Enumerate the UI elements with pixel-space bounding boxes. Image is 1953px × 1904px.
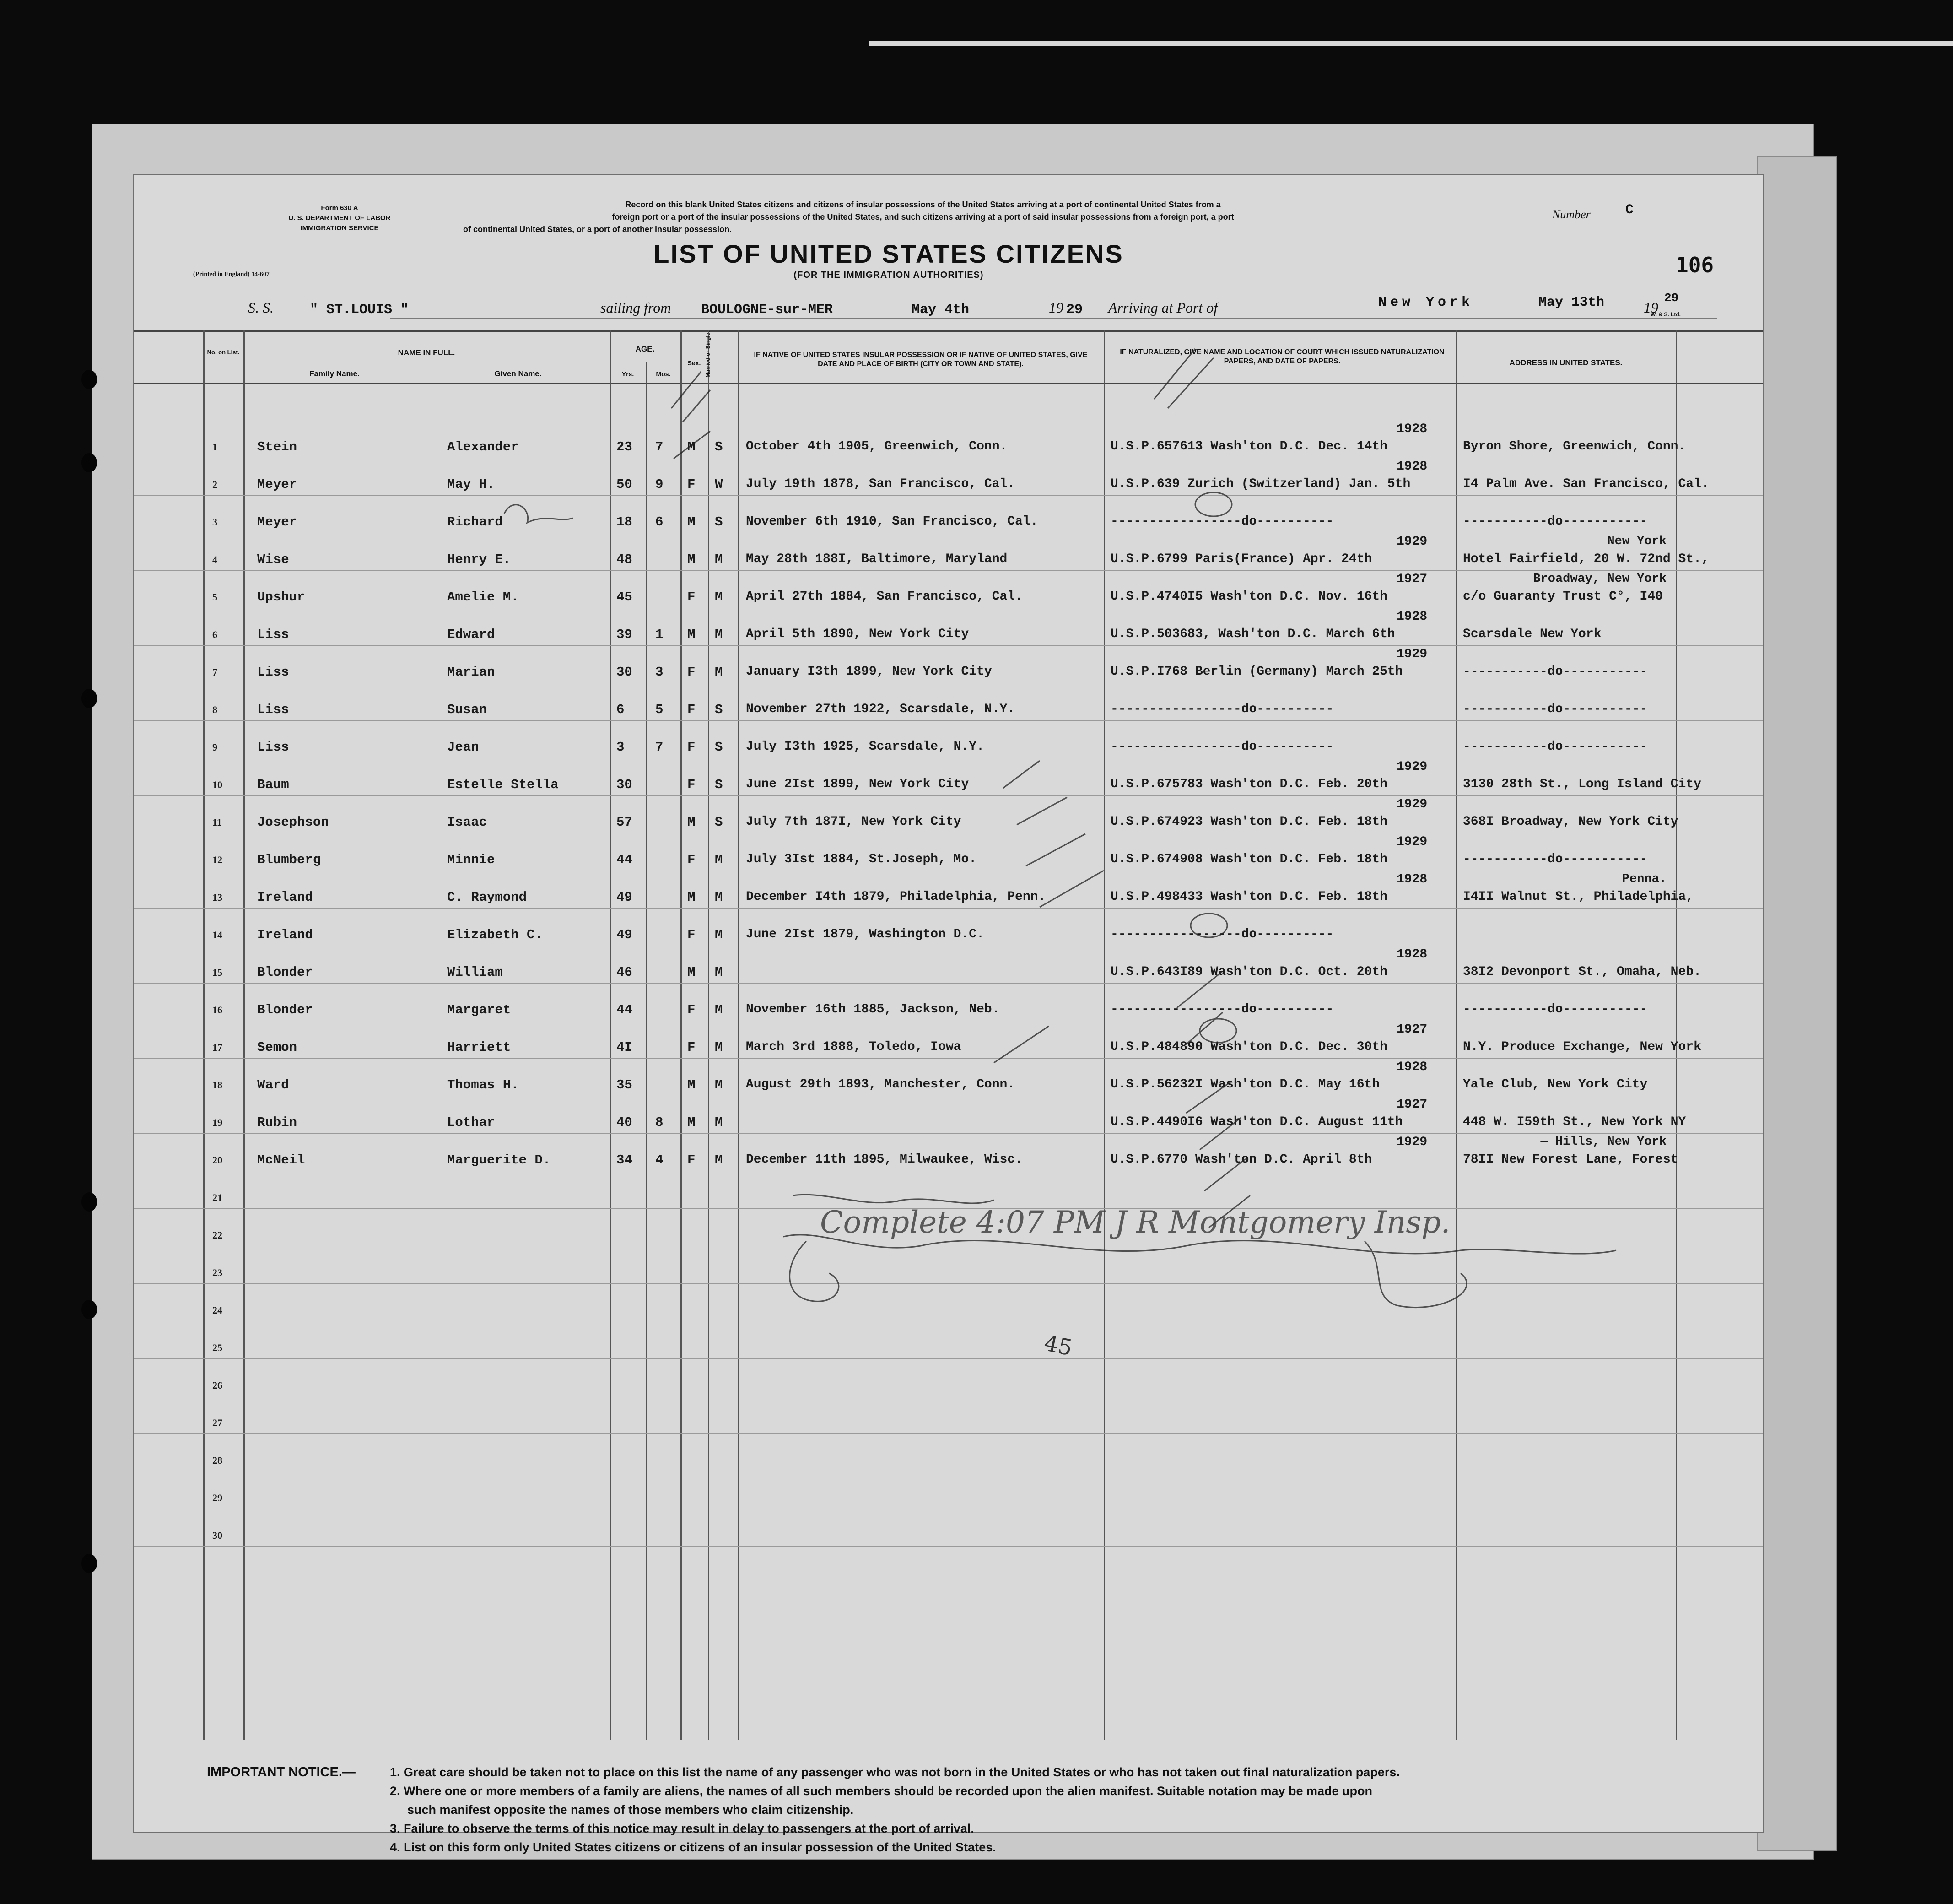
given-name: Edward	[447, 627, 495, 642]
sex: F	[687, 777, 696, 792]
sex: F	[687, 477, 696, 492]
naturalization-info: U.S.P.674923 Wash'ton D.C. Feb. 18th	[1111, 815, 1387, 829]
row-number: 29	[212, 1492, 222, 1504]
completion-signature: Complete 4:07 PM J R Montgomery Insp.	[820, 1205, 1451, 1240]
arriving-label: Arriving at Port of	[1108, 299, 1218, 316]
naturalization-info: U.S.P.503683, Wash'ton D.C. March 6th	[1111, 627, 1395, 641]
age-years: 40	[616, 1115, 632, 1130]
marital-status: M	[715, 1002, 723, 1017]
address: -----------do-----------	[1463, 852, 1648, 866]
header-birth: IF NATIVE OF UNITED STATES INSULAR POSSESSION OR IF NATIVE OF UNITED STATES, GIVE DATE AND PLACE OF BIRTH (CITY OR TOWN AND STATE).	[754, 351, 1088, 368]
row-number: 27	[212, 1417, 222, 1428]
header-given-name: Given Name.	[494, 369, 542, 378]
sex: M	[687, 965, 696, 980]
address: Byron Shore, Greenwich, Conn.	[1463, 439, 1686, 454]
row-number: 28	[212, 1455, 222, 1466]
naturalization-year: 1927	[1397, 1022, 1428, 1037]
sailing-date: May 4th	[912, 302, 970, 318]
age-months: 7	[655, 740, 664, 755]
naturalization-year: 1928	[1397, 1060, 1428, 1074]
notice-item-3: 3. Failure to observe the terms of this notice may result in delay to passengers at the port of arrival.	[390, 1822, 974, 1835]
naturalization-info: -----------------do----------	[1111, 927, 1334, 941]
family-name: Baum	[257, 777, 289, 792]
naturalization-year: 1929	[1397, 647, 1428, 661]
family-name: Blonder	[257, 1002, 313, 1017]
age-months: 1	[655, 627, 664, 642]
birth-info: January I3th 1899, New York City	[746, 665, 992, 679]
row-number: 5	[212, 591, 217, 603]
age-years: 45	[616, 590, 632, 605]
age-years: 46	[616, 965, 632, 980]
sex: M	[687, 1077, 696, 1093]
family-name: Josephson	[257, 815, 329, 830]
row-number: 18	[212, 1079, 222, 1091]
birth-info: December I4th 1879, Philadelphia, Penn.	[746, 890, 1046, 904]
age-months: 6	[655, 514, 664, 530]
underlying-page-edge	[1757, 156, 1837, 1851]
address: c/o Guaranty Trust C°, I40	[1463, 590, 1663, 604]
family-name: McNeil	[257, 1152, 305, 1168]
marital-status: W	[715, 477, 723, 492]
row-number: 2	[212, 479, 217, 490]
scan-edge-top	[869, 41, 1953, 46]
instruction-line-2: foreign port or a port of the insular possessions of the United States, and such citizens arriving at a port of said insular possessions from a foreign port, a port	[612, 212, 1234, 222]
family-name: Meyer	[257, 514, 297, 530]
header-family-name: Family Name.	[309, 369, 360, 378]
family-name: Liss	[257, 665, 289, 680]
row-number: 4	[212, 554, 217, 565]
naturalization-info: -----------------do----------	[1111, 740, 1334, 754]
row-number: 25	[212, 1342, 222, 1353]
sex: M	[687, 627, 696, 642]
given-name: Jean	[447, 740, 479, 755]
given-name: C. Raymond	[447, 890, 527, 905]
sex: F	[687, 665, 696, 680]
row-number: 17	[212, 1042, 222, 1053]
marital-status: M	[715, 1152, 723, 1168]
header-yrs: Yrs.	[621, 370, 634, 378]
sex: M	[687, 439, 696, 454]
binder-hole	[81, 453, 97, 472]
naturalization-year: 1929	[1397, 1135, 1428, 1149]
row-number: 19	[212, 1117, 222, 1128]
address: 38I2 Devonport St., Omaha, Neb.	[1463, 965, 1701, 979]
naturalization-info: U.S.P.4740I5 Wash'ton D.C. Nov. 16th	[1111, 590, 1387, 604]
family-name: Ireland	[257, 890, 313, 905]
address: 448 W. I59th St., New York NY	[1463, 1115, 1686, 1129]
given-name: Estelle Stella	[447, 777, 559, 792]
notice-item-4: 4. List on this form only United States citizens or citizens of an insular possession of the United States.	[390, 1840, 996, 1854]
service: IMMIGRATION SERVICE	[300, 224, 379, 232]
age-years: 6	[616, 702, 625, 717]
naturalization-year: 1928	[1397, 947, 1428, 962]
given-name: Amelie M.	[447, 590, 519, 605]
age-months: 9	[655, 477, 664, 492]
naturalization-info: -----------------do----------	[1111, 1002, 1334, 1017]
birth-info: June 2Ist 1899, New York City	[746, 777, 969, 791]
age-years: 48	[616, 552, 632, 567]
page-subtitle: (FOR THE IMMIGRATION AUTHORITIES)	[793, 270, 984, 280]
family-name: Wise	[257, 552, 289, 567]
header-name-in-full: NAME IN FULL.	[398, 348, 455, 357]
naturalization-year: 1929	[1397, 760, 1428, 774]
address: -----------do-----------	[1463, 665, 1648, 679]
sailing-year-prefix: 19	[1049, 299, 1063, 316]
marital-status: M	[715, 890, 723, 905]
naturalization-info: U.S.P.643I89 Wash'ton D.C. Oct. 20th	[1111, 965, 1387, 979]
binder-hole	[81, 1554, 97, 1573]
given-name: Elizabeth C.	[447, 927, 543, 942]
address: Yale Club, New York City	[1463, 1077, 1648, 1092]
marital-status: M	[715, 552, 723, 567]
family-name: Blonder	[257, 965, 313, 980]
notice-item-2: 2. Where one or more members of a family are aliens, the names of all such members should be recorded upon the alien manifest. Suitable notation may be made upon	[390, 1784, 1373, 1798]
naturalization-info: U.S.P.56232I Wash'ton D.C. May 16th	[1111, 1077, 1380, 1092]
page-number: 106	[1676, 253, 1714, 277]
printer-mark: W. & S. Ltd.	[1651, 311, 1681, 318]
birth-info: November 16th 1885, Jackson, Neb.	[746, 1002, 1000, 1017]
arrival-year-prefix: 19	[1644, 299, 1658, 316]
naturalization-info: U.S.P.657613 Wash'ton D.C. Dec. 14th	[1111, 439, 1387, 454]
naturalization-info: U.S.P.6770 Wash'ton D.C. April 8th	[1111, 1152, 1372, 1167]
arrival-date: May 13th	[1538, 295, 1605, 310]
family-name: Stein	[257, 439, 297, 454]
given-name: Minnie	[447, 852, 495, 867]
arrival-port: New York	[1378, 295, 1474, 310]
row-number: 3	[212, 516, 217, 528]
instruction-line-3: of continental United States, or a port of another insular possession.	[463, 225, 732, 234]
age-months: 4	[655, 1152, 664, 1168]
row-number: 7	[212, 666, 217, 678]
page-title: LIST OF UNITED STATES CITIZENS	[653, 239, 1124, 268]
row-number: 22	[212, 1229, 222, 1241]
departure-port: BOULOGNE-sur-MER	[701, 302, 833, 318]
instruction-line-1: Record on this blank United States citizens and citizens of insular possessions of the United States arriving at a port of continental United States from a	[625, 200, 1221, 209]
address: N.Y. Produce Exchange, New York	[1463, 1040, 1701, 1054]
binder-hole	[81, 689, 97, 708]
binder-hole	[81, 1300, 97, 1319]
age-years: 18	[616, 514, 632, 530]
birth-info: August 29th 1893, Manchester, Conn.	[746, 1077, 1015, 1092]
age-years: 49	[616, 890, 632, 905]
marital-status: M	[715, 965, 723, 980]
given-name: Harriett	[447, 1040, 511, 1055]
naturalization-year: 1929	[1397, 797, 1428, 811]
birth-info: April 27th 1884, San Francisco, Cal.	[746, 590, 1023, 604]
ship-name: " ST.LOUIS "	[310, 302, 409, 318]
row-number: 15	[212, 967, 222, 978]
family-name: Blumberg	[257, 852, 321, 867]
birth-info: July 3Ist 1884, St.Joseph, Mo.	[746, 852, 977, 866]
notice-label: IMPORTANT NOTICE.—	[207, 1765, 356, 1780]
header-no-on-list: No. on List.	[207, 349, 240, 356]
family-name: Liss	[257, 627, 289, 642]
sex: F	[687, 1040, 696, 1055]
row-number: 24	[212, 1304, 222, 1316]
row-number: 10	[212, 779, 222, 790]
age-years: 39	[616, 627, 632, 642]
age-years: 44	[616, 1002, 632, 1017]
age-years: 23	[616, 439, 632, 454]
naturalization-year: 1928	[1397, 460, 1428, 474]
row-number: 21	[212, 1192, 222, 1203]
sex: M	[687, 1115, 696, 1130]
address: Hotel Fairfield, 20 W. 72nd St.,	[1463, 552, 1709, 566]
sex: F	[687, 740, 696, 755]
form-id: Form 630 A	[321, 204, 358, 212]
sailing-year: 29	[1066, 302, 1083, 318]
birth-info: March 3rd 1888, Toledo, Iowa	[746, 1040, 961, 1054]
marital-status: M	[715, 627, 723, 642]
birth-info: April 5th 1890, New York City	[746, 627, 969, 641]
address: -----------do-----------	[1463, 740, 1648, 754]
age-years: 49	[616, 927, 632, 942]
address-continuation: New York	[1607, 535, 1667, 548]
notice-item-1: 1. Great care should be taken not to place on this list the name of any passenger who was not born in the United States or who has not taken out final naturalization papers.	[390, 1765, 1400, 1779]
naturalization-year: 1929	[1397, 535, 1428, 549]
age-years: 30	[616, 665, 632, 680]
address-continuation: Penna.	[1622, 872, 1667, 886]
given-name: Susan	[447, 702, 487, 717]
sex: F	[687, 590, 696, 605]
row-number: 16	[212, 1004, 222, 1016]
given-name: Marian	[447, 665, 495, 680]
naturalization-info: U.S.P.639 Zurich (Switzerland) Jan. 5th	[1111, 477, 1411, 491]
naturalization-info: U.S.P.484890 Wash'ton D.C. Dec. 30th	[1111, 1040, 1387, 1054]
birth-info: July I3th 1925, Scarsdale, N.Y.	[746, 740, 984, 754]
binder-hole	[81, 370, 97, 389]
family-name: Meyer	[257, 477, 297, 492]
row-number: 20	[212, 1154, 222, 1166]
marital-status: S	[715, 815, 723, 830]
age-years: 44	[616, 852, 632, 867]
age-years: 57	[616, 815, 632, 830]
given-name: Richard	[447, 514, 503, 530]
row-number: 8	[212, 704, 217, 715]
marital-status: M	[715, 1040, 723, 1055]
age-years: 30	[616, 777, 632, 792]
notice-item-2-cont: such manifest opposite the names of those members who claim citizenship.	[407, 1803, 854, 1817]
printed-note: (Printed in England) 14-607	[193, 271, 270, 278]
naturalization-info: U.S.P.6799 Paris(France) Apr. 24th	[1111, 552, 1372, 566]
address: -----------do-----------	[1463, 702, 1648, 716]
sex: M	[687, 552, 696, 567]
family-name: Liss	[257, 740, 289, 755]
address: I4 Palm Ave. San Francisco, Cal.	[1463, 477, 1709, 491]
row-number: 9	[212, 741, 217, 753]
sex: F	[687, 927, 696, 942]
address: Scarsdale New York	[1463, 627, 1602, 641]
naturalization-info: U.S.P.498433 Wash'ton D.C. Feb. 18th	[1111, 890, 1387, 904]
address-continuation: Broadway, New York	[1533, 572, 1667, 586]
given-name: Lothar	[447, 1115, 495, 1130]
given-name: Alexander	[447, 439, 519, 454]
age-months: 5	[655, 702, 664, 717]
birth-info: May 28th 188I, Baltimore, Maryland	[746, 552, 1008, 566]
citizens-list-sheet	[133, 174, 1764, 1854]
row-number: 1	[212, 441, 217, 453]
sex: M	[687, 514, 696, 530]
given-name: Thomas H.	[447, 1077, 519, 1093]
naturalization-info: U.S.P.674908 Wash'ton D.C. Feb. 18th	[1111, 852, 1387, 866]
naturalization-year: 1928	[1397, 872, 1428, 887]
given-name: Henry E.	[447, 552, 511, 567]
naturalization-year: 1928	[1397, 610, 1428, 624]
age-years: 3	[616, 740, 625, 755]
handwritten-marks	[134, 175, 1763, 1832]
row-number: 12	[212, 854, 222, 865]
row-number: 11	[212, 817, 222, 828]
department: U. S. DEPARTMENT OF LABOR	[288, 214, 391, 222]
header-mos: Mos.	[656, 370, 671, 378]
address-continuation: — Hills, New York	[1540, 1135, 1667, 1149]
sex: M	[687, 890, 696, 905]
marital-status: M	[715, 927, 723, 942]
row-number: 13	[212, 892, 222, 903]
marital-status: M	[715, 665, 723, 680]
address: 368I Broadway, New York City	[1463, 815, 1678, 829]
family-name: Semon	[257, 1040, 297, 1055]
birth-info: December 11th 1895, Milwaukee, Wisc.	[746, 1152, 1023, 1167]
birth-info: July 19th 1878, San Francisco, Cal.	[746, 477, 1015, 491]
header-naturalized: IF NATURALIZED, GIVE NAME AND LOCATION OF COURT WHICH ISSUED NATURALIZATION PAPERS, AND DATE OF PAPERS.	[1120, 348, 1445, 365]
row-number: 6	[212, 629, 217, 640]
sex: F	[687, 1002, 696, 1017]
sailing-label: sailing from	[600, 299, 671, 316]
age-months: 8	[655, 1115, 664, 1130]
naturalization-year: 1927	[1397, 1098, 1428, 1112]
birth-info: November 6th 1910, San Francisco, Cal.	[746, 514, 1038, 529]
sex: F	[687, 1152, 696, 1168]
naturalization-info: -----------------do----------	[1111, 514, 1334, 529]
ss-label: S. S.	[248, 299, 274, 316]
family-name: Upshur	[257, 590, 305, 605]
number-value: C	[1625, 202, 1634, 218]
naturalization-year: 1928	[1397, 422, 1428, 436]
marital-status: M	[715, 1115, 723, 1130]
handwritten-total: 45	[1041, 1330, 1075, 1361]
header-address: ADDRESS IN UNITED STATES.	[1509, 358, 1623, 367]
marital-status: S	[715, 777, 723, 792]
birth-info: October 4th 1905, Greenwich, Conn.	[746, 439, 1008, 454]
arrival-year: 29	[1664, 291, 1679, 305]
header-sex: Sex.	[687, 359, 701, 367]
naturalization-info: U.S.P.I768 Berlin (Germany) March 25th	[1111, 665, 1403, 679]
row-number: 14	[212, 929, 222, 941]
family-name: Rubin	[257, 1115, 297, 1130]
family-name: Ireland	[257, 927, 313, 942]
age-years: 34	[616, 1152, 632, 1168]
naturalization-year: 1927	[1397, 572, 1428, 586]
given-name: William	[447, 965, 503, 980]
family-name: Liss	[257, 702, 289, 717]
age-months: 7	[655, 439, 664, 454]
address: 3130 28th St., Long Island City	[1463, 777, 1701, 791]
marital-status: M	[715, 590, 723, 605]
sex: F	[687, 852, 696, 867]
age-years: 35	[616, 1077, 632, 1093]
birth-info: July 7th 187I, New York City	[746, 815, 961, 829]
given-name: Marguerite D.	[447, 1152, 551, 1168]
sex: F	[687, 702, 696, 717]
naturalization-year: 1929	[1397, 835, 1428, 849]
marital-status: M	[715, 852, 723, 867]
naturalization-info: U.S.P.4490I6 Wash'ton D.C. August 11th	[1111, 1115, 1403, 1129]
address: -----------do-----------	[1463, 514, 1648, 529]
header-age: AGE.	[635, 345, 655, 353]
row-number: 30	[212, 1530, 222, 1541]
naturalization-info: -----------------do----------	[1111, 702, 1334, 716]
given-name: Isaac	[447, 815, 487, 830]
marital-status: M	[715, 1077, 723, 1093]
age-years: 50	[616, 477, 632, 492]
age-years: 4I	[616, 1040, 632, 1055]
binder-hole	[81, 1192, 97, 1212]
age-months: 3	[655, 665, 664, 680]
family-name: Ward	[257, 1077, 289, 1093]
row-number: 23	[212, 1267, 222, 1278]
given-name: May H.	[447, 477, 495, 492]
address: I4II Walnut St., Philadelphia,	[1463, 890, 1694, 904]
naturalization-info: U.S.P.675783 Wash'ton D.C. Feb. 20th	[1111, 777, 1387, 791]
sex: M	[687, 815, 696, 830]
number-label: Number	[1552, 208, 1591, 221]
address: -----------do-----------	[1463, 1002, 1648, 1017]
birth-info: June 2Ist 1879, Washington D.C.	[746, 927, 984, 941]
header-married-single: Married or Single.	[705, 331, 711, 378]
marital-status: S	[715, 514, 723, 530]
marital-status: S	[715, 439, 723, 454]
marital-status: S	[715, 740, 723, 755]
row-number: 26	[212, 1379, 222, 1391]
birth-info: November 27th 1922, Scarsdale, N.Y.	[746, 702, 1015, 716]
marital-status: S	[715, 702, 723, 717]
given-name: Margaret	[447, 1002, 511, 1017]
address: 78II New Forest Lane, Forest	[1463, 1152, 1678, 1167]
